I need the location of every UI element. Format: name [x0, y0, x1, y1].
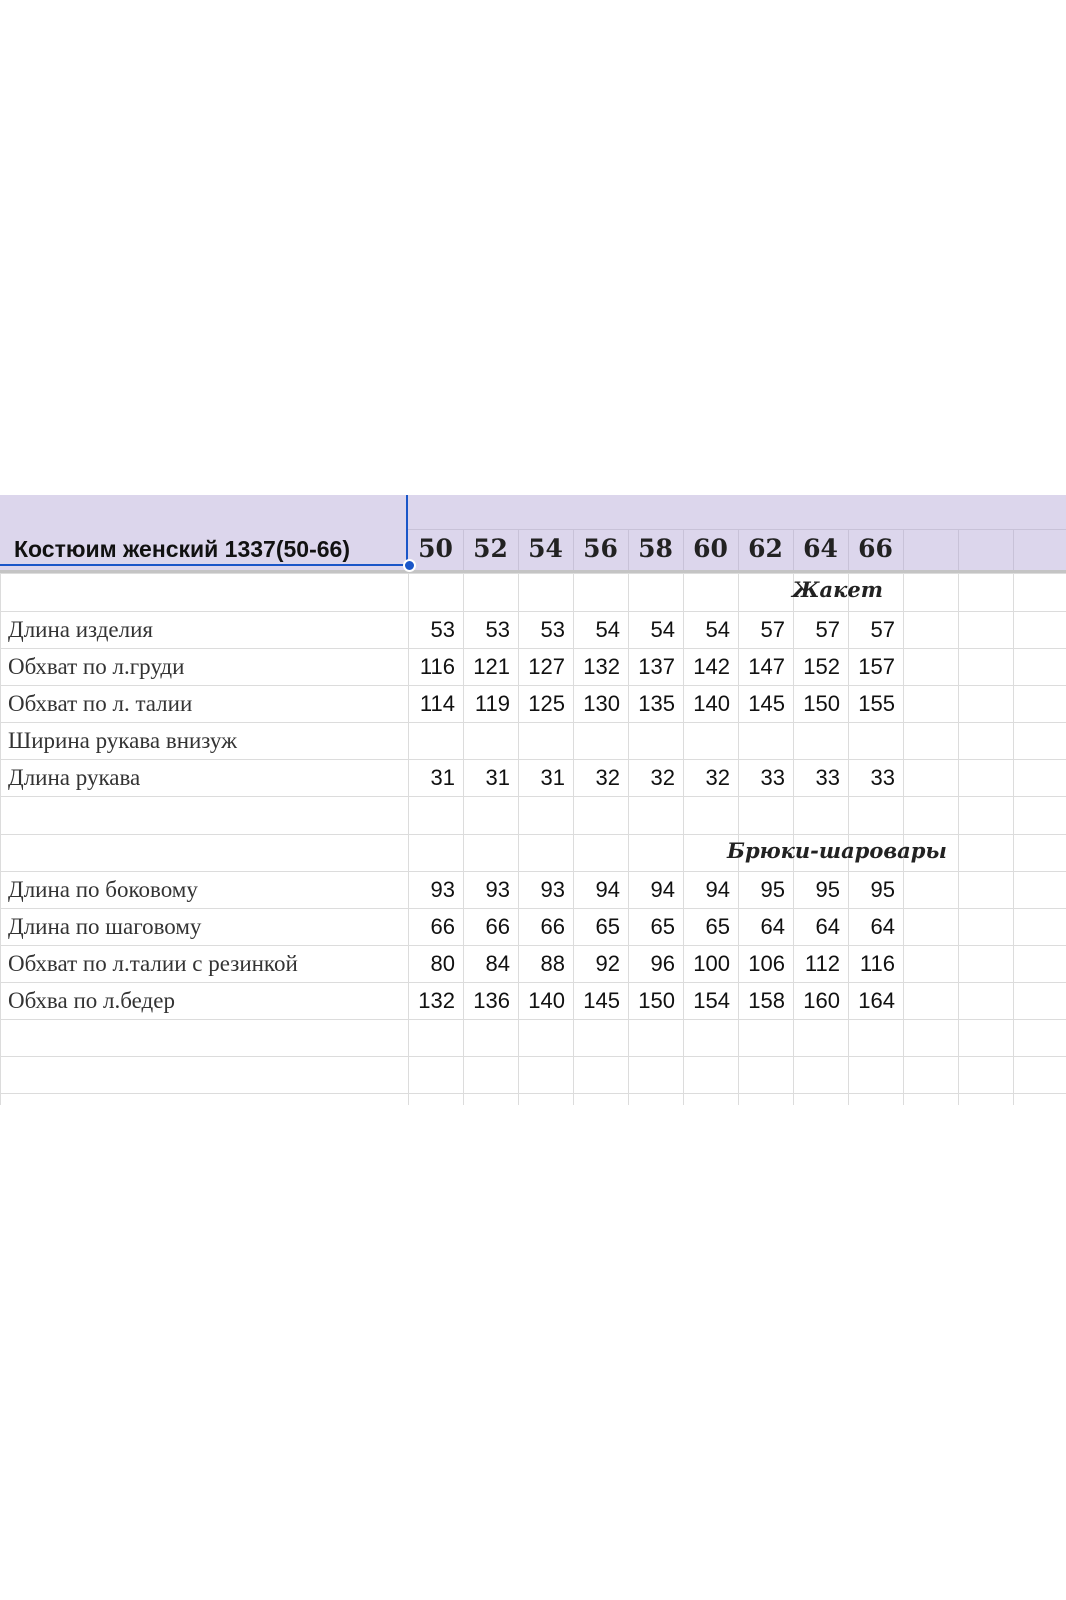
table-cell[interactable]: 160	[803, 988, 840, 1013]
header-col-line	[958, 529, 959, 570]
table-cell[interactable]: 119	[474, 691, 510, 716]
table-cell[interactable]: 95	[870, 877, 895, 902]
table-cell[interactable]: 150	[638, 988, 675, 1013]
table-cell[interactable]: 100	[693, 951, 730, 976]
body-col-line	[573, 573, 574, 1105]
header-col-line	[1013, 529, 1014, 570]
header-row-line	[408, 529, 1066, 530]
body-col-line	[958, 573, 959, 1105]
table-cell[interactable]: 33	[870, 765, 895, 790]
table-cell[interactable]: 121	[473, 654, 510, 679]
table-cell[interactable]: 152	[803, 654, 840, 679]
table-cell[interactable]: 114	[419, 691, 455, 716]
table-cell[interactable]: 96	[650, 951, 675, 976]
table-cell[interactable]: 93	[430, 877, 455, 902]
table-cell[interactable]: 116	[419, 654, 455, 679]
table-cell[interactable]: 33	[760, 765, 785, 790]
table-cell[interactable]: 64	[870, 914, 895, 939]
table-cell[interactable]: 155	[858, 691, 895, 716]
table-cell[interactable]: 33	[815, 765, 840, 790]
body-col-line	[628, 573, 629, 1105]
row-label[interactable]: Длина по шаговому	[8, 914, 202, 939]
table-cell[interactable]: 53	[540, 617, 565, 642]
selection-border-bottom	[0, 564, 408, 566]
body-col-line	[0, 573, 1, 1105]
table-cell[interactable]: 65	[650, 914, 675, 939]
table-cell[interactable]: 54	[595, 617, 620, 642]
table-cell[interactable]: 147	[748, 654, 785, 679]
table-cell[interactable]: 31	[485, 765, 510, 790]
table-cell[interactable]: 154	[693, 988, 730, 1013]
body-col-line	[518, 573, 519, 1105]
table-cell[interactable]: 106	[748, 951, 785, 976]
table-cell[interactable]: 32	[705, 765, 730, 790]
size-header-60[interactable]: 60	[693, 534, 728, 563]
table-cell[interactable]: 66	[430, 914, 455, 939]
table-cell[interactable]: 54	[650, 617, 675, 642]
size-header-52[interactable]: 52	[473, 534, 508, 563]
size-header-58[interactable]: 58	[638, 534, 673, 563]
table-cell[interactable]: 94	[595, 877, 620, 902]
table-cell[interactable]: 64	[760, 914, 785, 939]
table-cell[interactable]: 64	[815, 914, 840, 939]
size-header-62[interactable]: 62	[748, 534, 783, 563]
table-cell[interactable]: 95	[815, 877, 840, 902]
table-cell[interactable]: 66	[540, 914, 565, 939]
table-cell[interactable]: 88	[540, 951, 565, 976]
table-cell[interactable]: 137	[638, 654, 675, 679]
table-cell[interactable]: 80	[430, 951, 455, 976]
table-cell[interactable]: 140	[693, 691, 730, 716]
table-cell[interactable]: 150	[803, 691, 840, 716]
table-cell[interactable]: 94	[650, 877, 675, 902]
table-cell[interactable]: 57	[815, 617, 840, 642]
table-cell[interactable]: 125	[528, 691, 565, 716]
spreadsheet[interactable]	[0, 495, 1066, 1105]
table-cell[interactable]: 53	[430, 617, 455, 642]
table-cell[interactable]: 53	[485, 617, 510, 642]
body-row-line	[0, 796, 1066, 797]
body-row-line	[0, 1019, 1066, 1020]
row-label[interactable]: Обхват по л.талии с резинкой	[8, 951, 298, 976]
table-cell[interactable]: 31	[430, 765, 455, 790]
row-label[interactable]: Длина изделия	[8, 617, 153, 642]
size-header-64[interactable]: 64	[803, 534, 838, 563]
sheet-title-cell[interactable]: Костюим женский 1337(50-66)	[14, 536, 350, 562]
table-cell[interactable]: 31	[540, 765, 565, 790]
table-cell[interactable]: 164	[858, 988, 895, 1013]
body-col-line	[463, 573, 464, 1105]
body-row-line	[0, 1056, 1066, 1057]
row-label[interactable]: Обхват по л. талии	[8, 691, 193, 716]
body-row-line	[0, 834, 1066, 835]
body-row-line	[0, 1093, 1066, 1094]
body-col-line	[1013, 573, 1014, 1105]
table-cell[interactable]: 65	[595, 914, 620, 939]
row-label[interactable]: Длина по боковому	[8, 877, 198, 902]
header-col-line	[903, 529, 904, 570]
section-title[interactable]: Брюки-шаровары	[727, 838, 947, 863]
table-cell[interactable]: 157	[858, 654, 895, 679]
row-label[interactable]: Обхват по л.груди	[8, 654, 185, 679]
table-cell[interactable]: 130	[583, 691, 620, 716]
table-cell[interactable]: 32	[595, 765, 620, 790]
table-cell[interactable]: 65	[705, 914, 730, 939]
table-cell[interactable]: 32	[650, 765, 675, 790]
size-header-54[interactable]: 54	[528, 534, 563, 563]
row-label[interactable]: Обхва по л.бедер	[8, 988, 175, 1013]
table-cell[interactable]: 132	[583, 654, 620, 679]
table-cell[interactable]: 142	[693, 654, 730, 679]
table-cell[interactable]: 95	[760, 877, 785, 902]
table-cell[interactable]: 158	[748, 988, 785, 1013]
table-cell[interactable]: 92	[595, 951, 620, 976]
table-cell[interactable]: 93	[485, 877, 510, 902]
body-col-line	[408, 573, 409, 1105]
table-cell[interactable]: 57	[870, 617, 895, 642]
table-cell[interactable]: 145	[583, 988, 620, 1013]
table-cell[interactable]: 127	[528, 654, 565, 679]
table-cell[interactable]: 94	[705, 877, 730, 902]
table-cell[interactable]: 84	[485, 951, 510, 976]
row-label[interactable]: Длина рукава	[8, 765, 141, 790]
body-row-line	[0, 573, 1066, 574]
size-header-56[interactable]: 56	[583, 534, 618, 563]
size-header-66[interactable]: 66	[858, 534, 893, 563]
section-title[interactable]: Жакет	[792, 577, 883, 602]
table-cell[interactable]: 132	[418, 988, 455, 1013]
table-cell[interactable]: 54	[705, 617, 730, 642]
table-cell[interactable]: 136	[473, 988, 510, 1013]
table-cell[interactable]: 145	[748, 691, 785, 716]
table-cell[interactable]: 93	[540, 877, 565, 902]
table-cell[interactable]: 140	[528, 988, 565, 1013]
table-cell[interactable]: 57	[760, 617, 785, 642]
row-label[interactable]: Ширина рукава внизуж	[8, 728, 238, 753]
table-cell[interactable]: 112	[804, 951, 840, 976]
table-cell[interactable]: 66	[485, 914, 510, 939]
size-header-50[interactable]: 50	[418, 534, 453, 563]
table-cell[interactable]: 116	[859, 951, 895, 976]
body-col-line	[683, 573, 684, 1105]
table-cell[interactable]: 135	[638, 691, 675, 716]
